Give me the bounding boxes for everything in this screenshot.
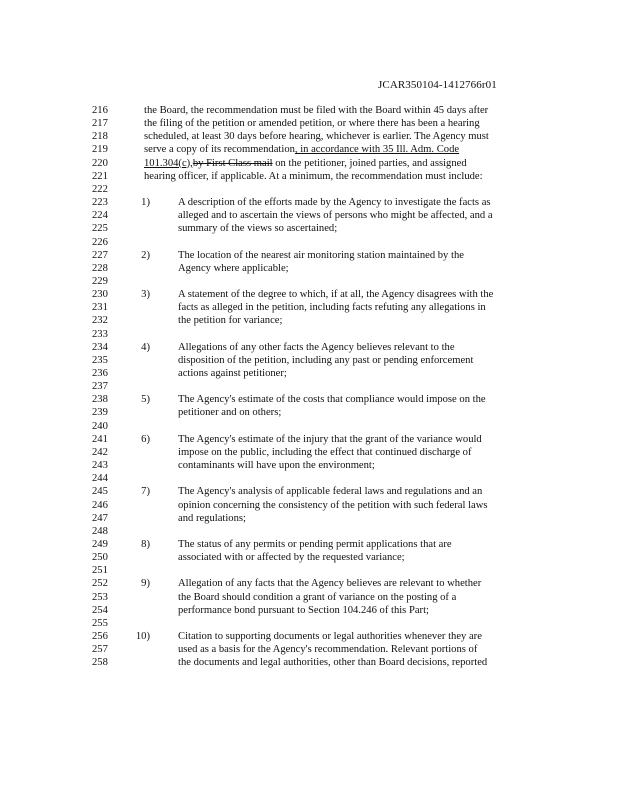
list-item-number: 8) (141, 539, 150, 550)
text-segment: summary of the views so ascertained; (178, 223, 338, 235)
line-number: 251 (92, 565, 108, 577)
line-number: 240 (92, 420, 108, 432)
line-number: 245 (92, 486, 108, 498)
document-line (0, 538, 619, 551)
document-line (0, 288, 619, 301)
document-line (0, 459, 619, 472)
text-segment: actions against petitioner; (178, 368, 287, 379)
document-line (0, 130, 619, 143)
line-number: 249 (92, 539, 108, 550)
document-line (0, 143, 619, 156)
document-line (0, 236, 619, 249)
text-segment: the Board, the recommendation must be filed with the Board within 45 days after (144, 105, 489, 116)
line-text (144, 143, 459, 156)
line-number: 258 (92, 657, 108, 669)
document-line (0, 656, 619, 669)
line-number: 217 (92, 118, 108, 130)
line-text (178, 459, 375, 472)
text-segment: Agency where applicable; (178, 262, 289, 274)
line-number: 228 (92, 262, 108, 274)
document-line (0, 577, 619, 590)
line-text (144, 130, 489, 143)
document-line (0, 512, 619, 525)
document-line (0, 104, 619, 117)
line-number: 246 (92, 499, 108, 511)
document-line (0, 525, 619, 538)
line-number: 238 (92, 394, 108, 406)
line-text (178, 393, 486, 406)
inserted-text: , in accordance with 35 Ill. Adm. Code (294, 144, 460, 156)
text-segment: facts as alleged in the petition, including facts refuting any allegations in (178, 302, 486, 314)
line-number: 254 (92, 604, 108, 616)
document-line (0, 420, 619, 433)
text-segment: The status of any permits or pending permit applications that are (178, 539, 452, 550)
line-number: 252 (92, 578, 108, 590)
line-number: 234 (92, 341, 108, 353)
deleted-text: by First Class mail (192, 157, 273, 169)
line-number: 250 (92, 552, 108, 564)
line-text (178, 341, 455, 354)
document-id-header: JCAR350104-1412766r01 (378, 79, 497, 91)
line-text (178, 446, 472, 459)
line-text (178, 604, 429, 617)
line-text (178, 577, 481, 590)
document-line (0, 367, 619, 380)
line-number: 219 (92, 144, 108, 156)
text-segment: and regulations; (178, 512, 246, 524)
line-number: 231 (92, 302, 108, 314)
document-line (0, 551, 619, 564)
line-number: 256 (92, 631, 108, 642)
document-line (0, 617, 619, 630)
line-number: 216 (92, 105, 108, 116)
line-text (178, 301, 486, 314)
list-item-number: 1) (141, 197, 150, 209)
text-segment: The Agency's estimate of the costs that compliance would impose on the (178, 394, 486, 406)
line-number: 248 (92, 525, 108, 537)
text-segment: associated with or affected by the requested variance; (178, 552, 405, 564)
document-line (0, 604, 619, 617)
document-line (0, 406, 619, 419)
document-line (0, 157, 619, 170)
line-number: 253 (92, 591, 108, 603)
list-item-number: 4) (141, 341, 150, 353)
document-line (0, 564, 619, 577)
line-text (144, 117, 480, 130)
inserted-text: 101.304(c), (144, 157, 193, 169)
document-line (0, 485, 619, 498)
line-number: 235 (92, 354, 108, 366)
document-line (0, 222, 619, 235)
text-segment: opinion concerning the consistency of the petition with such federal laws (178, 499, 488, 511)
line-number: 229 (92, 276, 108, 287)
line-text (178, 630, 482, 643)
list-item-number: 9) (141, 578, 150, 590)
document-line (0, 117, 619, 130)
line-number: 236 (92, 368, 108, 379)
list-item-number: 10) (135, 631, 150, 642)
line-text (178, 262, 289, 275)
line-text (178, 314, 282, 327)
document-line (0, 591, 619, 604)
document-line (0, 354, 619, 367)
line-text (178, 354, 473, 367)
document-line (0, 380, 619, 393)
line-text (178, 367, 287, 380)
line-text (144, 104, 488, 117)
line-number: 227 (92, 249, 108, 261)
document-line (0, 393, 619, 406)
document-line (0, 499, 619, 512)
text-segment: petitioner and on others; (178, 407, 282, 419)
line-number: 255 (92, 617, 108, 629)
line-number: 244 (92, 473, 108, 485)
document-line (0, 314, 619, 327)
text-segment: the filing of the petition or amended petition, or where there has been a hearing (144, 118, 480, 130)
line-text (178, 406, 281, 419)
text-segment: scheduled, at least 30 days before hearing, whichever is earlier. The Agency must (144, 131, 489, 143)
text-segment: A description of the efforts made by the Agency to investigate the facts as (178, 197, 491, 209)
text-segment: the petition for variance; (178, 315, 283, 327)
line-number: 232 (92, 315, 108, 327)
line-number: 223 (92, 197, 108, 209)
line-number: 226 (92, 236, 108, 248)
document-line (0, 249, 619, 262)
document-line (0, 275, 619, 288)
document-line (0, 341, 619, 354)
line-number: 243 (92, 460, 108, 472)
line-text (144, 157, 467, 170)
line-number: 241 (92, 433, 108, 445)
text-segment: Allegation of any facts that the Agency believes are relevant to whether (178, 578, 482, 590)
line-text (178, 249, 464, 262)
text-segment: Allegations of any other facts the Agency believes relevant to the (178, 341, 455, 353)
document-line (0, 433, 619, 446)
line-text (178, 222, 337, 235)
text-segment: impose on the public, including the effect that continued discharge of (178, 446, 472, 458)
text-segment: A statement of the degree to which, if at all, the Agency disagrees with the (178, 289, 494, 301)
document-line (0, 328, 619, 341)
line-number: 221 (92, 170, 108, 182)
line-number: 242 (92, 446, 108, 458)
line-text (178, 591, 456, 604)
document-line (0, 446, 619, 459)
text-segment: the Board should condition a grant of variance on the posting of a (178, 591, 457, 603)
document-line (0, 183, 619, 196)
document-line (0, 209, 619, 222)
line-text (178, 485, 482, 498)
line-text (178, 656, 487, 669)
line-number: 218 (92, 131, 108, 143)
text-segment: The Agency's analysis of applicable federal laws and regulations and an (178, 486, 483, 498)
text-segment: used as a basis for the Agency's recommendation. Relevant portions of (178, 644, 478, 656)
text-segment: disposition of the petition, including any past or pending enforcement (178, 354, 474, 366)
list-item-number: 6) (141, 433, 150, 445)
list-item-number: 5) (141, 394, 150, 406)
text-segment: The location of the nearest air monitoring station maintained by the (178, 249, 464, 261)
document-line (0, 472, 619, 485)
document-line (0, 643, 619, 656)
document-line (0, 170, 619, 183)
line-number: 233 (92, 328, 108, 340)
line-number: 225 (92, 223, 108, 235)
text-segment: alleged and to ascertain the views of persons who might be affected, and a (178, 210, 493, 222)
text-segment: The Agency's estimate of the injury that the grant of the variance would (178, 433, 482, 445)
text-segment: the documents and legal authorities, other than Board decisions, reported (178, 657, 488, 669)
document-line (0, 262, 619, 275)
text-segment: serve a copy of its recommendation (144, 144, 295, 156)
text-segment: hearing officer, if applicable. At a minimum, the recommendation must include: (144, 170, 483, 182)
text-segment: Citation to supporting documents or legal authorities whenever they are (178, 631, 482, 642)
line-number: 224 (92, 210, 108, 222)
text-segment: on the petitioner, joined parties, and assigned (272, 157, 467, 169)
document-line (0, 196, 619, 209)
line-number: 222 (92, 183, 108, 195)
line-text (178, 512, 246, 525)
line-text (178, 209, 493, 222)
document-line (0, 630, 619, 643)
list-item-number: 2) (141, 249, 150, 261)
line-text (178, 538, 452, 551)
line-text (178, 196, 491, 209)
line-text (144, 170, 483, 183)
line-number: 230 (92, 289, 108, 301)
line-number: 220 (92, 157, 108, 169)
line-text (178, 433, 482, 446)
line-number: 247 (92, 512, 108, 524)
document-line (0, 301, 619, 314)
line-text (178, 643, 477, 656)
line-number: 239 (92, 407, 108, 419)
line-text (178, 551, 405, 564)
line-text (178, 499, 488, 512)
line-text (178, 288, 493, 301)
list-item-number: 7) (141, 486, 150, 498)
text-segment: performance bond pursuant to Section 104.246 of this Part; (178, 604, 429, 616)
list-item-number: 3) (141, 289, 150, 301)
line-number: 257 (92, 644, 108, 656)
text-segment: contaminants will have upon the environment; (178, 460, 375, 472)
line-number: 237 (92, 381, 108, 393)
